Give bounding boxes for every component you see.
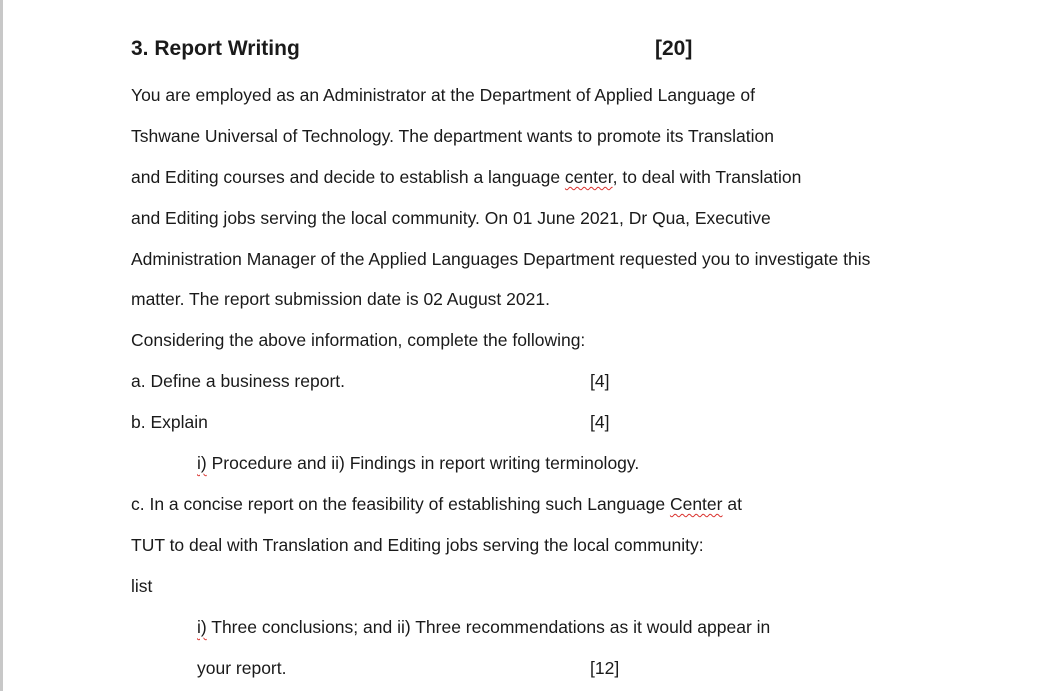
paragraph-line-4: and Editing jobs serving the local community. On 01 June 2021, Dr Qua, Executive — [131, 208, 771, 228]
spelling-flag-roman-i[interactable]: i) — [197, 453, 207, 473]
question-c-line-2: TUT to deal with Translation and Editing jobs serving the local community: — [131, 535, 704, 555]
paragraph-line-3-text: and Editing courses and decide to establish a language — [131, 167, 565, 187]
question-b-sub — [197, 452, 639, 474]
question-a: a. Define a business report. — [131, 371, 346, 391]
question-b: b. Explain — [131, 412, 208, 432]
question-c-line-1-tail: at — [722, 494, 742, 514]
spelling-flag-roman-i-c[interactable]: i) — [197, 617, 207, 637]
question-c-sub-line-2: your report. — [197, 658, 287, 678]
paragraph-line-3-tail: , to deal with Translation — [612, 167, 802, 187]
section-marks: [20] — [655, 37, 693, 60]
question-b-marks: [4] — [590, 412, 610, 432]
section-title: 3. Report Writing — [131, 37, 300, 60]
paragraph-line-2: Tshwane Universal of Technology. The department wants to promote its Translation — [131, 126, 774, 146]
question-c-sub — [197, 616, 770, 638]
paragraph-line-5: Administration Manager of the Applied Languages Department requested you to investigate this — [131, 249, 871, 269]
spelling-flag-center[interactable]: center — [564, 167, 613, 187]
question-c-line-3: list — [131, 576, 153, 596]
instructions-line: Considering the above information, complete the following: — [131, 330, 586, 350]
question-c-line-1 — [131, 493, 742, 515]
spelling-flag-center-capital[interactable]: Center — [669, 494, 723, 514]
question-c-sub-text: Three conclusions; and ii) Three recommendations as it would appear in — [206, 617, 771, 637]
question-b-sub-text: Procedure and ii) Findings in report writing terminology. — [206, 453, 640, 473]
question-c-line-1-text: c. In a concise report on the feasibility of establishing such Language — [131, 494, 670, 514]
paragraph-line-1: You are employed as an Administrator at the Department of Applied Language of — [131, 85, 755, 105]
question-a-marks: [4] — [590, 371, 610, 391]
question-c-marks: [12] — [590, 658, 620, 678]
paragraph-line-3 — [131, 166, 801, 188]
paragraph-line-6: matter. The report submission date is 02 August 2021. — [131, 289, 550, 309]
